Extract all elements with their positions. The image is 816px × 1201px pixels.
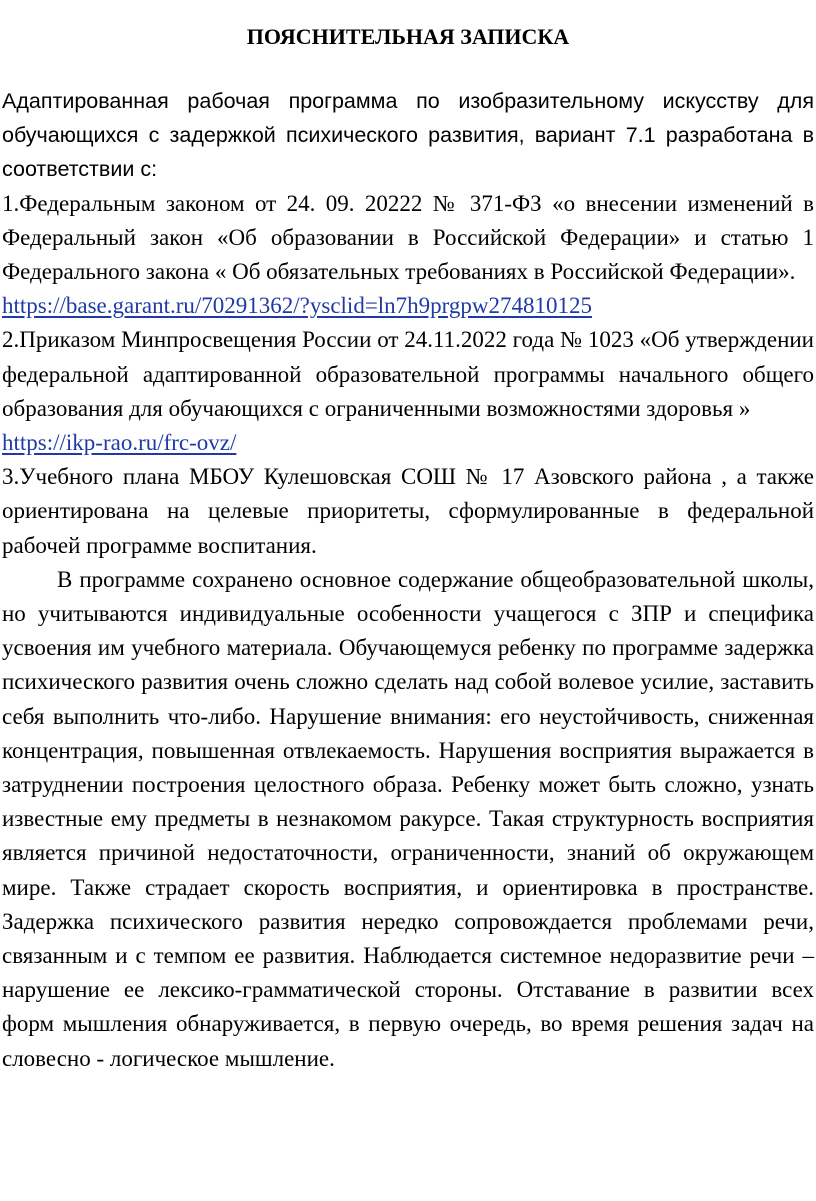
main-paragraph: В программе сохранено основное содержание общеобразовательной школы, но учитываются индивидуальные особенности учащегося с ЗПР и специфика усвоения им учебного материала. Обучающемуся ребенку по программе задержка психического развития очень сложно сделать над собой волевое усилие, заставить себя выполнить что-либо. Нарушение внимания: его неустойчивость, сниженная концентрация, повышенная отвлекаемость. Нарушения восприятия выражается в затруднении построения целостного образа. Ребенку может быть сложно, узнать известные ему предметы в незнакомом ракурсе. Такая структурность восприятия является причиной недостаточности, ограниченности, знаний об окружающем мире. Также страдает скорость восприятия, и ориентировка в пространстве. Задержка психического развития нередко сопровождается проблемами речи, связанным и с темпом ее развития. Наблюдается системное недоразвитие речи – нарушение ее лексико-грамматической стороны. Отставание в развитии всех форм мышления обнаруживается, в первую очередь, во время решения задач на словесно - логическое мышление. [2, 566, 814, 1071]
list-item-1: 1.Федеральным законом от 24. 09. 20222 № 371-ФЗ «о внесении изменений в Федеральный закон «Об образовании в Российской Федерации» и статью 1 Федерального закона « Об обязательных требованиях в Российской Федерации». [2, 190, 814, 285]
intro-paragraph: Адаптированная рабочая программа по изобразительному искусству для обучающихся с задержкой психического развития, вариант 7.1 разработана в соответствии с: [2, 89, 814, 182]
document-body [2, 84, 814, 1076]
list-item-3: 3.Учебного плана МБОУ Кулешовская СОШ № 17 Азовского района , а также ориентирована на целевые приоритеты, сформулированные в федеральной рабочей программе воспитания. [2, 464, 814, 558]
ikp-rao-link[interactable]: https://ikp-rao.ru/frc-ovz/ [2, 430, 237, 456]
list-item-2: 2.Приказом Минпросвещения России от 24.11.2022 года № 1023 «Об утверждении федеральной адаптированной образовательной программы начального общего образования для обучающихся с ограниченными возможностями здоровья » [2, 327, 814, 421]
page-title: ПОЯСНИТЕЛЬНАЯ ЗАПИСКА [246, 24, 570, 49]
garant-link[interactable]: https://base.garant.ru/70291362/?ysclid=ln7h9prgpw274810125 [2, 293, 593, 319]
